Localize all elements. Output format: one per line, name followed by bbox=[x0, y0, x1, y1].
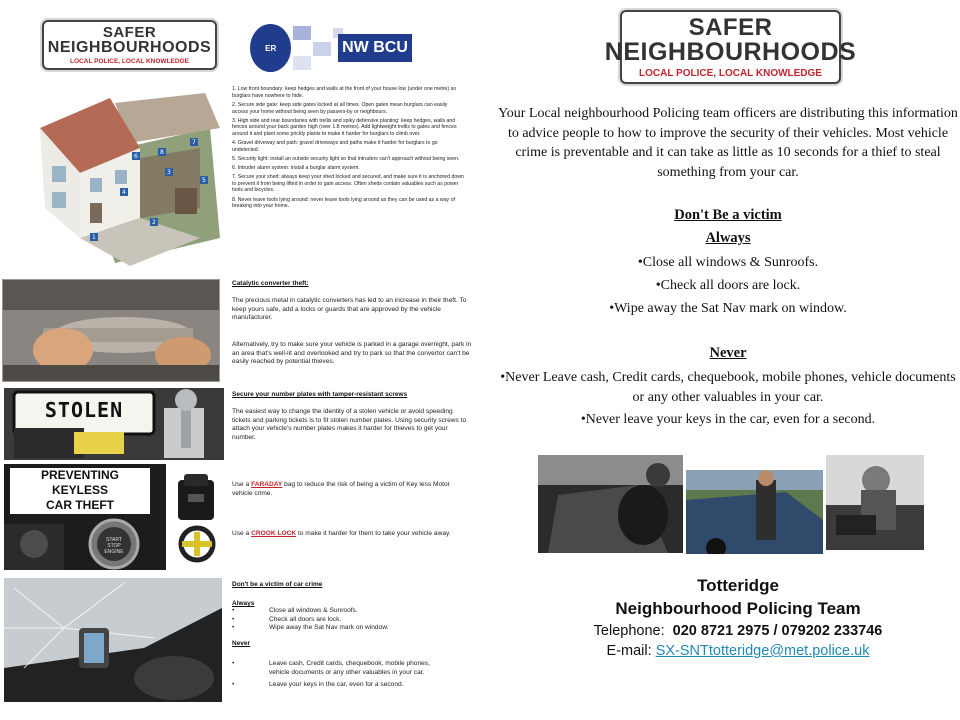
never-item: Leave cash, Credit cards, chequebook, mobile phones, vehicle documents or any other valuables in your car. bbox=[269, 660, 430, 676]
house-tip: 4. Gravel driveway and path: gravel driveways and paths make it harder for burglars to go undetected. bbox=[232, 140, 438, 153]
never-item: •Never Leave cash, Credit cards, chequebook, mobile phones, vehicle documents or any other valuables in your car. bbox=[500, 370, 956, 405]
theft-photo-car-door bbox=[686, 470, 823, 554]
logo-line2: NEIGHBOURHOODS bbox=[47, 38, 212, 56]
faraday-link: FARADAY bbox=[251, 481, 283, 488]
svg-text:5: 5 bbox=[202, 177, 206, 184]
house-tips-list bbox=[232, 86, 464, 212]
always-item: •Wipe away the Sat Nav mark on window. bbox=[609, 301, 847, 316]
never-heading: Never bbox=[709, 345, 747, 361]
telephone-number: 020 8721 2975 / 079202 233746 bbox=[672, 623, 883, 639]
svg-text:4: 4 bbox=[122, 189, 126, 196]
faraday-text: Use a FARADAY bag to reduce the risk of being a victim of Key less Motor vehicle crime. bbox=[232, 481, 450, 497]
crook-lock-photo bbox=[172, 524, 222, 564]
team-location: Totteridge bbox=[697, 576, 779, 595]
theft-photo-window bbox=[826, 455, 924, 550]
police-crest-icon: ER bbox=[250, 24, 291, 72]
crook-lock-text: Use a CROOK LOCK to make it harder for them to take your vehicle away. bbox=[232, 530, 451, 537]
svg-text:8: 8 bbox=[160, 149, 164, 156]
always-item: Close all windows & Sunroofs. bbox=[269, 607, 358, 614]
banner-line1: PREVENTING bbox=[40, 468, 119, 482]
catalytic-paragraph-1: The precious metal in catalytic converters has led to an increase in their theft. To keep yours safe, add a locks or guards that are approved by the vehicle manufacturer. bbox=[232, 297, 467, 322]
never-item: •Never leave your keys in the car, even for a second. bbox=[580, 412, 876, 427]
logo-line2: NEIGHBOURHOODS bbox=[604, 37, 857, 66]
banner-line2: KEYLESS bbox=[51, 483, 108, 497]
catalytic-paragraph-2: Alternatively, try to make sure your vehicle is parked in a garage overnight, park in an area that's well-lit and overlooked and try to park so that the convertor can't be easily reached by potential thieves. bbox=[232, 341, 472, 366]
house-tip: 5. Security light: install an outside security light so that intruders can't approach without being seen. bbox=[232, 155, 460, 162]
victim-small-always: Always bbox=[232, 600, 255, 607]
svg-text:1: 1 bbox=[92, 234, 96, 241]
always-item: •Check all doors are lock. bbox=[655, 278, 801, 293]
house-tip: 1. Low front boundary: keep hedges and walls at the front of your house low (under one metre) so burglars have nowhere to hide. bbox=[232, 86, 457, 99]
house-tip: 6. Intruder alarm system: install a burglar alarm system. bbox=[232, 164, 360, 171]
team-name: Neighbourhood Policing Team bbox=[615, 599, 861, 618]
always-item: •Close all windows & Sunroofs. bbox=[637, 255, 819, 270]
keyless-car-theft-banner bbox=[4, 464, 166, 570]
nw-bcu-logo bbox=[250, 22, 412, 74]
svg-text:3: 3 bbox=[167, 169, 171, 176]
plates-body: The easiest way to change the identity of a stolen vehicle or avoid speeding tickets and parking tickets is to fit stolen number plates. Using security screws to attach your vehicle's number plates makes it harder for thieves to get your number. bbox=[232, 408, 467, 441]
catalytic-converter-photo bbox=[2, 279, 220, 382]
crook-lock-link: CROOK LOCK bbox=[251, 530, 297, 537]
banner-line3: CAR THEFT bbox=[46, 498, 114, 512]
theft-photo-car-interior bbox=[538, 455, 683, 553]
svg-text:6: 6 bbox=[134, 153, 138, 160]
always-item: Check all doors are lock. bbox=[269, 615, 342, 623]
plates-title: Secure your number plates with tamper-resistant screws bbox=[232, 391, 408, 398]
always-item: Wipe away the Sat Nav mark on window. bbox=[269, 624, 389, 632]
svg-text:7: 7 bbox=[192, 139, 196, 146]
email-link[interactable]: SX-SNTtotteridge@met.police.uk bbox=[655, 643, 870, 659]
victim-small-title: Don't be a victim of car crime bbox=[232, 581, 323, 588]
team-telephone bbox=[540, 623, 936, 639]
catalytic-title: Catalytic converter theft: bbox=[232, 280, 309, 287]
victim-small-never: Never bbox=[232, 640, 251, 647]
svg-text:2: 2 bbox=[152, 219, 156, 226]
start-button-text: START STOP ENGINE bbox=[104, 537, 124, 555]
victim-small-never-list: • Leave cash, Credit cards, chequebook, mobile phones, vehicle documents or any other valuables in your car. • Leave your keys in the car, even for a second. bbox=[232, 660, 472, 690]
house-tip: 8. Never leave tools lying around: never leave tools lying around as they can be used as a way of breaking into your home. bbox=[232, 196, 455, 210]
stolen-plate-photo bbox=[4, 388, 224, 460]
team-email bbox=[540, 643, 936, 659]
dont-be-victim-heading: Don't Be a victim bbox=[674, 207, 782, 223]
house-tip: 7. Secure your shed: always keep your shed locked and secured, and make sure it is anchored down to prevent it from being lifted in order to gain access. Often sheds contain valuables such as power tools and bicycles. bbox=[232, 174, 464, 194]
faraday-bag-photo bbox=[170, 472, 222, 522]
house-security-illustration bbox=[20, 88, 225, 268]
safer-neighbourhoods-logo-large bbox=[604, 10, 857, 84]
never-item: Leave your keys in the car, even for a second. bbox=[269, 681, 404, 689]
stolen-plate-text: STOLEN bbox=[44, 398, 124, 422]
logo-line1: SAFER bbox=[688, 13, 773, 41]
victim-small-always-list: • Close all windows & Sunroofs. • Check all doors are lock. • Wipe away the Sat Nav mark on window. bbox=[232, 607, 389, 632]
safer-neighbourhoods-logo-small bbox=[42, 20, 217, 70]
logo-line1: SAFER bbox=[102, 23, 157, 41]
house-tip: 2. Secure side gate: keep side gates locked at all times. Open gates mean burglars can easily access your home without being seen by passers-by or neighbours. bbox=[232, 101, 448, 115]
always-heading: Always bbox=[705, 230, 751, 246]
logo-tagline: LOCAL POLICE, LOCAL KNOWLEDGE bbox=[639, 67, 822, 79]
logo-tagline: LOCAL POLICE, LOCAL KNOWLEDGE bbox=[70, 57, 189, 65]
nw-bcu-label: NW BCU bbox=[338, 34, 412, 62]
broken-window-photo bbox=[4, 578, 222, 702]
house-tip: 3. High side and rear boundaries with trellis and spiky defensive planting: keep hedges, walls and fences around your back garden high (over 1.8 metres). Add lightweight trellis to gates and fences around it and plant some prickly plants to make it harder for burglars to climb over. bbox=[232, 117, 457, 137]
email-label: E-mail: bbox=[606, 643, 656, 659]
telephone-label: Telephone: bbox=[593, 623, 673, 639]
intro-paragraph: Your Local neighbourhood Policing team officers are distributing this information to advice people to how to improve the security of their vehicles. Most vehicle crime is preventable and it can take as little as 10 seconds for a thief to steal something from your car. bbox=[498, 106, 958, 180]
